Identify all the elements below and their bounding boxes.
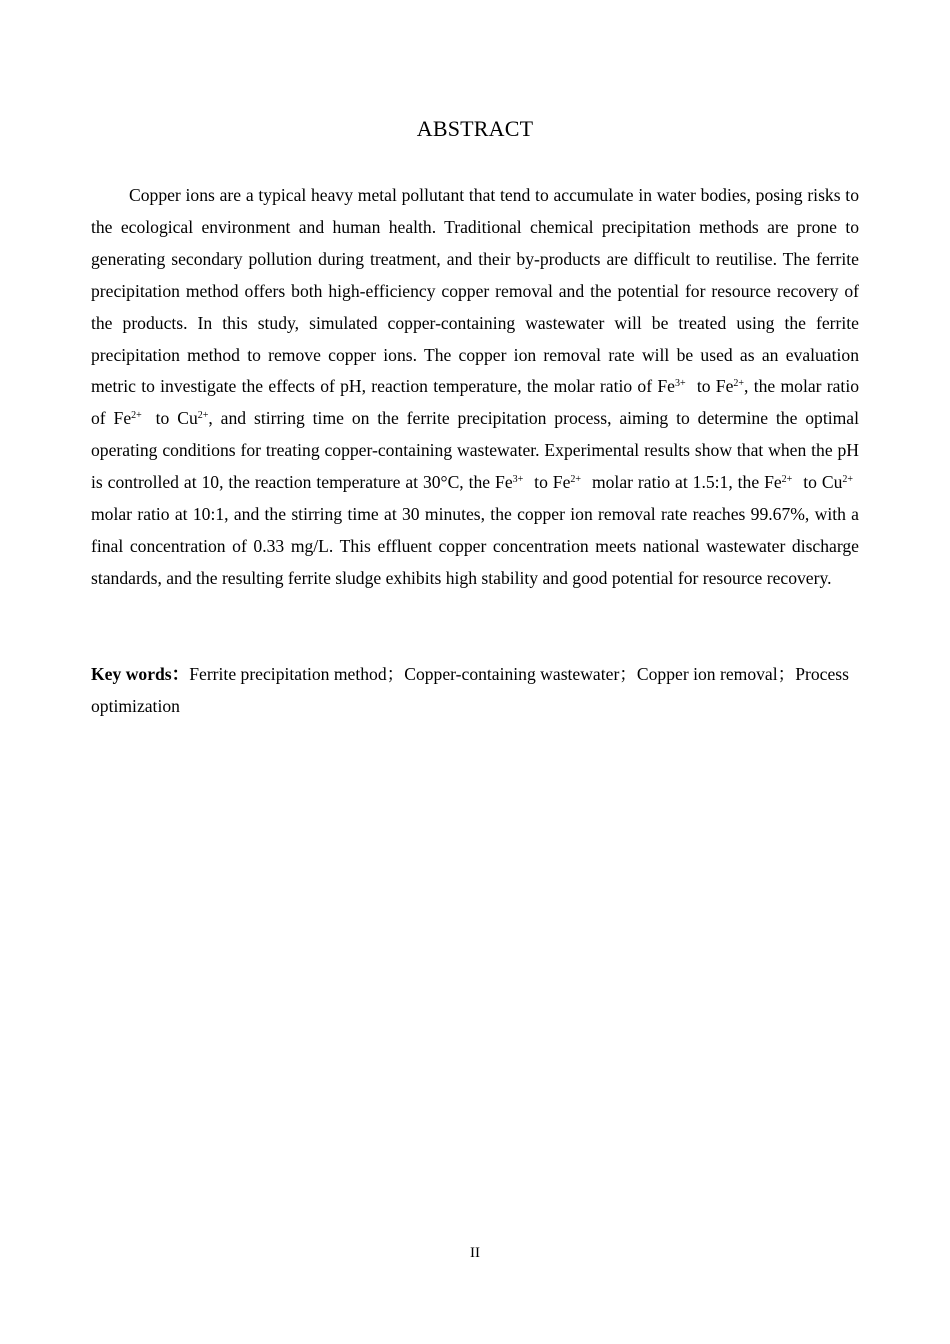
abstract-text-5: , and stirring time on the ferrite precipitation process, aiming to determine the optimal operating conditions for treating copper-containing wastewater. Experimental results show that when the pH is controlled at 10, the reaction temperature at 30°C, the Fe	[91, 408, 860, 493]
keywords-label: Key words：	[91, 664, 190, 684]
abstract-title: ABSTRACT	[416, 116, 534, 141]
superscript-charge: 3+	[512, 474, 524, 486]
abstract-text-7: molar ratio at 1.5:1, the Fe	[587, 472, 782, 493]
abstract-text-1: Copper ions are a typical heavy metal pollutant that tend to accumulate in water bodies, posing risks to the ecological environment and human health. Traditional chemical precipitation methods are prone to generating secondary pollution during treatment, and their by-products are difficult to reutilise. The ferrite precipitation method offers both high-efficiency copper removal and the potential for resource recovery of the products. In this study, simulated copper-containing wastewater will be treated using the ferrite precipitation method to remove copper ions. The copper ion removal rate will be used as an evaluation metric to investigate the effects of pH, reaction temperature, the molar ratio of Fe	[91, 185, 859, 397]
abstract-text-6: to Fe	[529, 472, 571, 493]
superscript-charge: 2+	[733, 378, 745, 390]
keywords-list: Ferrite precipitation method；Copper-containing wastewater；Copper ion removal；Process optimization	[91, 664, 849, 716]
page-number: II	[470, 1245, 480, 1261]
superscript-charge: 2+	[842, 474, 854, 486]
superscript-charge: 2+	[197, 410, 209, 422]
abstract-text-3: , the molar ratio of Fe	[91, 376, 860, 429]
superscript-charge: 3+	[674, 378, 686, 390]
keywords-section	[91, 658, 859, 722]
abstract-text-8: to Cu	[798, 472, 843, 493]
abstract-text-2: to Fe	[691, 376, 734, 397]
superscript-charge: 2+	[570, 474, 582, 486]
abstract-text-4: to Cu	[147, 408, 198, 429]
abstract-text-9: molar ratio at 10:1, and the stirring time at 30 minutes, the copper ion removal rate reaches 99.67%, with a final concentration of 0.33 mg/L. This effluent copper concentration meets national wastewater discharge standards, and the resulting ferrite sludge exhibits high stability and good potential for resource recovery.	[91, 504, 859, 588]
superscript-charge: 2+	[781, 474, 793, 486]
abstract-paragraph	[91, 180, 859, 595]
superscript-charge: 2+	[131, 410, 142, 422]
